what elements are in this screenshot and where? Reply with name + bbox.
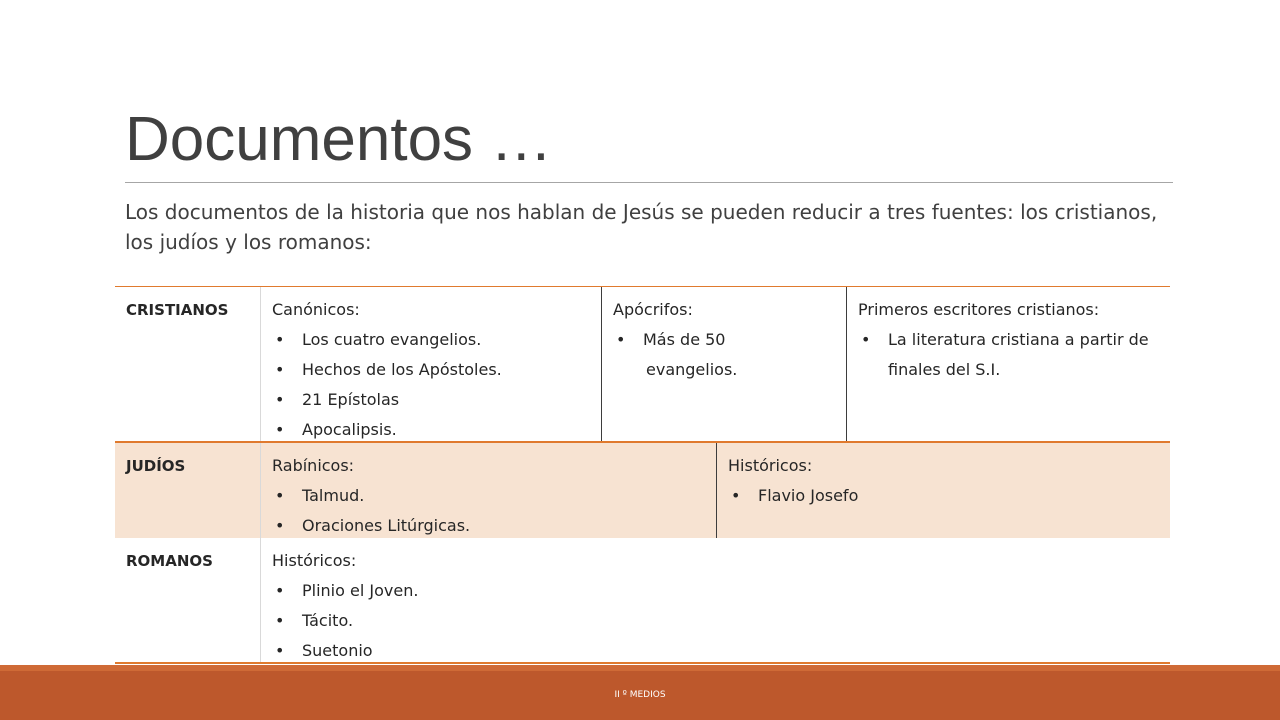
list-item: • Oraciones Litúrgicas. [272,511,706,541]
list-item: • Apocalipsis. [272,415,591,445]
table-row-judios [115,441,1170,541]
list-item: • Los cuatro evangelios. [272,325,591,355]
cell-canonicos [261,287,601,443]
footer-text: II º MEDIOS [614,690,666,700]
cell-historicos-romanos [261,538,1170,662]
escritores-heading: Primeros escritores cristianos: [858,300,1100,319]
list-item: • Talmud. [272,481,706,511]
apocrifos-heading: Apócrifos: [613,300,693,319]
cell-escritores [847,287,1170,443]
rabinicos-list [272,481,706,541]
intro-paragraph: Los documentos de la historia que nos hablan de Jesús se pueden reducir a tres fuentes: los cristianos, los judíos y los romanos: [125,200,1158,254]
historicos-romanos-list [272,576,1160,666]
slide-title: Documentos … [125,105,553,174]
row-label-romanos: ROMANOS [126,552,213,570]
historicos-romanos-heading: Históricos: [272,551,357,570]
list-item: • La literatura cristiana a partir de finales del S.I. [858,325,1160,385]
table-row-cristianos [115,286,1170,443]
cell-rabinicos [261,443,716,540]
historicos-judios-heading: Históricos: [728,456,813,475]
list-item: • Hechos de los Apóstoles. [272,355,591,385]
list-item: • Tácito. [272,606,1160,636]
cell-historicos-judios [717,443,1170,540]
canonicos-heading: Canónicos: [272,300,360,319]
list-item: • Suetonio [272,636,1160,666]
apocrifos-continuation: evangelios. [646,360,738,379]
apocrifos-list [613,325,836,355]
footer-accent-strip [0,665,1280,671]
escritores-list [858,325,1160,385]
historicos-judios-list [728,481,1160,511]
row-label-cristianos: CRISTIANOS [126,301,229,319]
list-item: • Más de 50 [613,325,836,355]
list-item: • Flavio Josefo [728,481,1160,511]
row-label-judios: JUDÍOS [126,457,186,475]
title-divider [125,182,1173,183]
rabinicos-heading: Rabínicos: [272,456,355,475]
list-item: • 21 Epístolas [272,385,591,415]
table-row-romanos [115,538,1170,664]
list-item: • Plinio el Joven. [272,576,1160,606]
canonicos-list [272,325,591,445]
cell-apocrifos [602,287,846,443]
